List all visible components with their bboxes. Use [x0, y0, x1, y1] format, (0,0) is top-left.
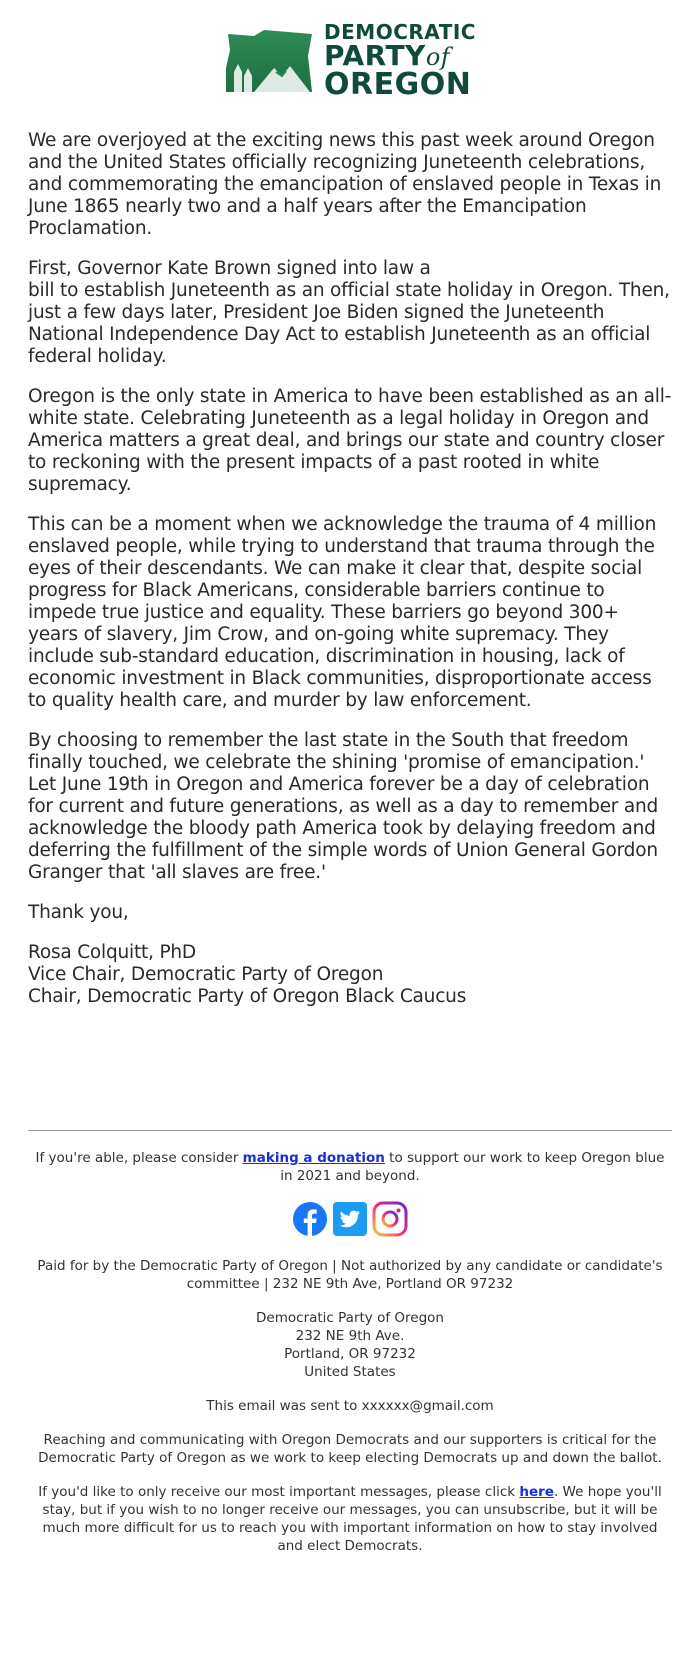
social-links: [28, 1201, 672, 1237]
closing-thanks: Thank you,: [28, 902, 129, 923]
donation-link[interactable]: making a donation: [242, 1150, 385, 1166]
donation-text-post: to support our work to keep Oregon blue in 2021 and beyond.: [280, 1150, 665, 1184]
address-line-2: 232 NE 9th Ave.: [295, 1328, 405, 1344]
logo-party-word: PARTY: [324, 39, 426, 72]
facebook-icon[interactable]: [292, 1201, 328, 1237]
paid-for-disclaimer: Paid for by the Democratic Party of Oregon | Not authorized by any candidate or candidate's committee | 232 NE 9th Ave, Portland OR 97232: [37, 1258, 663, 1292]
logo-lockup: [224, 22, 476, 100]
paragraph-3: Oregon is the only state in America to have been established as an all-white state. Celebrating Juneteenth as a legal holiday in Oregon and America matters a great deal, and brings our state and country closer to reckoning with the present impacts of a past rooted in white supremacy.: [28, 386, 672, 495]
mailing-address: [28, 1309, 672, 1381]
oregon-map-icon: [224, 28, 316, 94]
sent-to-notice: This email was sent to xxxxxx@gmail.com: [206, 1398, 494, 1414]
preferences-text-pre: If you'd like to only receive our most important messages, please click: [38, 1484, 520, 1500]
signature-block: [28, 942, 672, 1008]
donation-note: [28, 1149, 672, 1185]
instagram-icon[interactable]: [372, 1201, 408, 1237]
paragraph-5: By choosing to remember the last state in the South that freedom finally touched, we celebrate the shining 'promise of emancipation.' Let June 19th in Oregon and America forever be a day of celebration for current and future generations, as well as a day to remember and acknowledge the bloody path America took by delaying freedom and deferring the fulfillment of the simple words of Union General Gordon Granger that 'all slaves are free.': [28, 730, 659, 883]
logo-of-word: of: [425, 43, 451, 71]
twitter-icon[interactable]: [332, 1201, 368, 1237]
logo-line-party: [324, 39, 476, 72]
logo-line-oregon: OREGON: [324, 67, 472, 102]
signature-title-1: Vice Chair, Democratic Party of Oregon: [28, 964, 384, 985]
logo-line-democratic: DEMOCRATIC: [324, 20, 476, 44]
signature-name: Rosa Colquitt, PhD: [28, 942, 196, 963]
address-line-4: United States: [304, 1364, 396, 1380]
address-line-3: Portland, OR 97232: [284, 1346, 416, 1362]
address-line-1: Democratic Party of Oregon: [256, 1310, 444, 1326]
preferences-text-post: . We hope you'll stay, but if you wish to no longer receive our messages, you can unsubscribe, but it will be much more difficult for us to reach you with important information on how to stay involved and elect Democrats.: [42, 1484, 662, 1554]
letter-body: [0, 98, 700, 1008]
reaching-note: Reaching and communicating with Oregon Democrats and our supporters is critical for the Democratic Party of Oregon as we work to keep electing Democrats up and down the ballot.: [38, 1432, 662, 1466]
logo-wordmark: [324, 22, 476, 100]
paragraph-2-line-1: First, Governor Kate Brown signed into law a: [28, 258, 431, 279]
donation-text-pre: If you're able, please consider: [35, 1150, 243, 1166]
paragraph-1: We are overjoyed at the exciting news this past week around Oregon and the United States officially recognizing Juneteenth celebrations, and commemorating the emancipation of enslaved people in Texas in June 1865 nearly two and a half years after the Emancipation Proclamation.: [28, 130, 662, 239]
header-logo[interactable]: [0, 0, 700, 102]
paragraph-2-rest: bill to establish Juneteenth as an official state holiday in Oregon. Then, just a few days later, President Joe Biden signed the Juneteenth National Independence Day Act to establish Juneteenth as an official federal holiday.: [28, 280, 670, 367]
paragraph-4: This can be a moment when we acknowledge the trauma of 4 million enslaved people, while trying to understand that trauma through the eyes of their descendants. We can make it clear that, despite social progress for Black Americans, considerable barriers continue to impede true justice and equality. These barriers go beyond 300+ years of slavery, Jim Crow, and on-going white supremacy. They include sub-standard education, discrimination in housing, lack of economic investment in Black communities, disproportionate access to quality health care, and murder by law enforcement.: [28, 514, 657, 711]
signature-title-2: Chair, Democratic Party of Oregon Black Caucus: [28, 986, 467, 1007]
email-footer: [28, 1130, 672, 1571]
preferences-note: [28, 1483, 672, 1555]
paragraph-2: [28, 258, 672, 368]
preferences-link[interactable]: here: [519, 1484, 554, 1500]
